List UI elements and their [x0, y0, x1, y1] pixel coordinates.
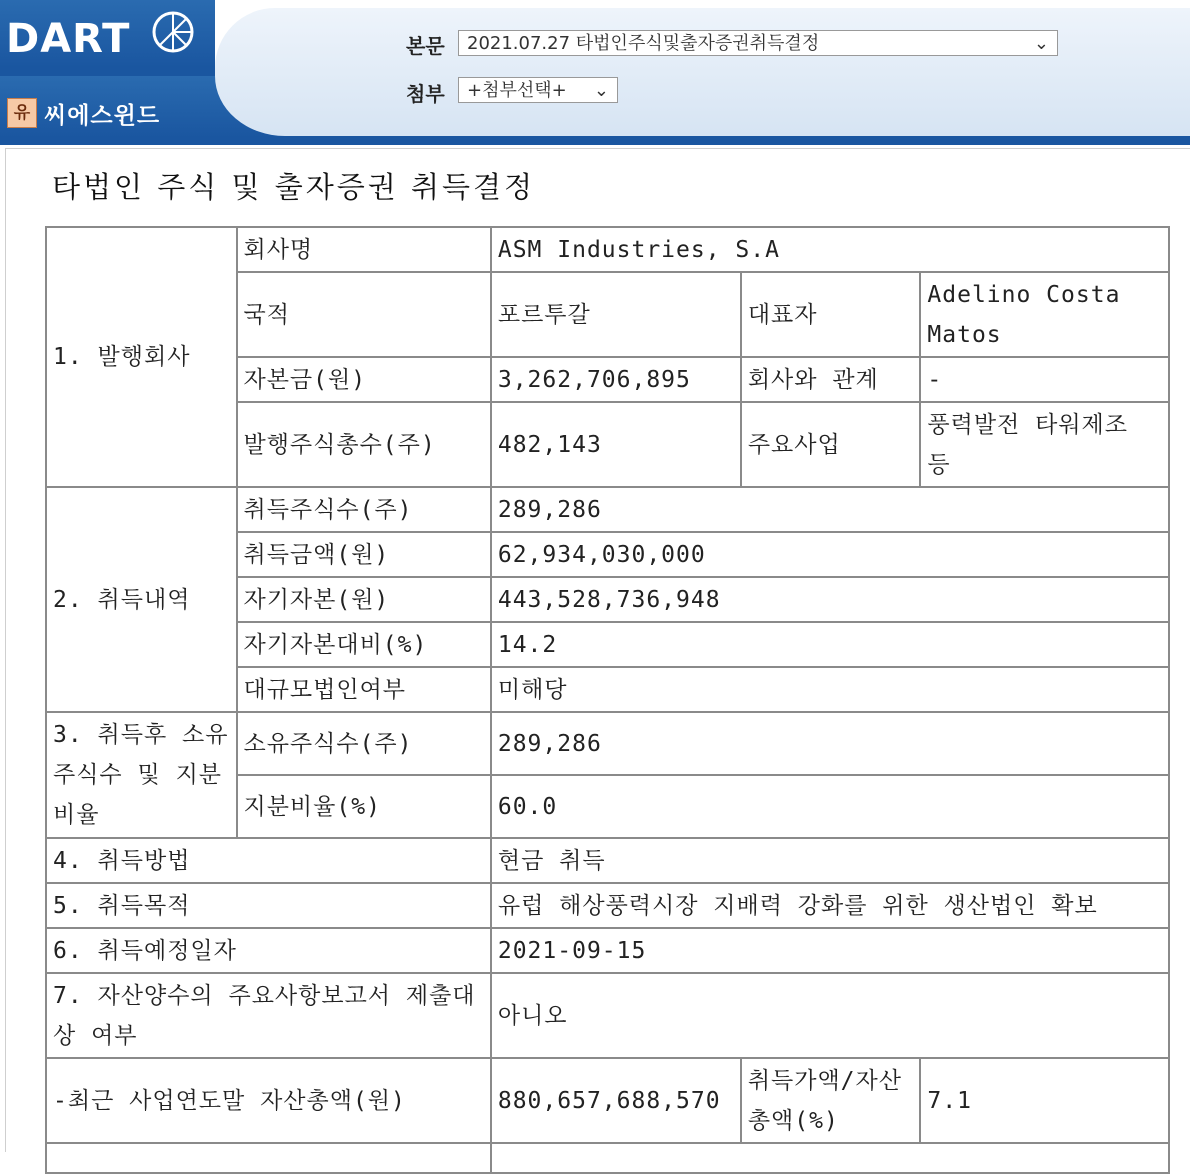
purpose-value: 유럽 해상풍력시장 지배력 강화를 위한 생산법인 확보 [491, 883, 1169, 928]
asset-ratio-label: 취득가액/자산총액(%) [741, 1058, 921, 1143]
company-name-value: ASM Industries, S.A [491, 227, 1169, 272]
company-name-label: 회사명 [237, 227, 491, 272]
acq-shares-label: 취득주식수(주) [237, 487, 491, 532]
document-title: 타법인 주식 및 출자증권 취득결정 [52, 170, 536, 204]
table-row [46, 883, 1169, 928]
total-assets-value: 880,657,688,570 [491, 1058, 741, 1143]
relation-value: - [920, 357, 1169, 402]
equity-ratio-label: 자기자본대비(%) [237, 622, 491, 667]
purpose-label: 5. 취득목적 [46, 883, 491, 928]
equity-label: 자기자본(원) [237, 577, 491, 622]
chevron-down-icon: ⌄ [1033, 33, 1049, 54]
body-label: 본문 [406, 34, 445, 58]
scheduled-date-value: 2021-09-15 [491, 928, 1169, 973]
asset-report-label: 7. 자산양수의 주요사항보고서 제출대상 여부 [46, 973, 491, 1058]
stake-ratio-value: 60.0 [491, 775, 1169, 838]
equity-value: 443,528,736,948 [491, 577, 1169, 622]
attachment-select-value: +첨부선택+ [467, 80, 567, 101]
method-label: 4. 취득방법 [46, 838, 491, 883]
scheduled-date-label: 6. 취득예정일자 [46, 928, 491, 973]
main-business-value: 풍력발전 타워제조 등 [920, 402, 1169, 487]
acq-amount-label: 취득금액(원) [237, 532, 491, 577]
body-report-select[interactable] [458, 30, 1058, 56]
nationality-label: 국적 [237, 272, 491, 357]
table-row [46, 487, 1169, 532]
empty-cell [46, 1143, 491, 1173]
large-corp-value: 미해당 [491, 667, 1169, 712]
holding-section-label: 3. 취득후 소유주식수 및 지분비율 [46, 712, 237, 838]
company-market-badge: 유 [7, 98, 37, 128]
dart-wheel-icon [152, 11, 194, 53]
relation-label: 회사와 관계 [741, 357, 921, 402]
chevron-down-icon: ⌄ [593, 80, 609, 101]
held-shares-label: 소유주식수(주) [237, 712, 491, 775]
nationality-value: 포르투갈 [491, 272, 741, 357]
table-row [46, 1143, 1169, 1173]
acquisition-report-table [45, 226, 1170, 1174]
stake-ratio-label: 지분비율(%) [237, 775, 491, 838]
attachment-select[interactable] [458, 77, 618, 103]
empty-cell [491, 1143, 1169, 1173]
acquisition-section-label: 2. 취득내역 [46, 487, 237, 712]
shares-issued-label: 발행주식총수(주) [237, 402, 491, 487]
company-name: 씨에스윈드 [44, 103, 161, 129]
large-corp-label: 대규모법인여부 [237, 667, 491, 712]
asset-ratio-value: 7.1 [920, 1058, 1169, 1143]
body-report-select-value: 2021.07.27 타법인주식및출자증권취득결정 [467, 33, 820, 54]
dart-logo[interactable]: DART [6, 16, 131, 62]
acq-shares-value: 289,286 [491, 487, 1169, 532]
table-row [46, 712, 1169, 775]
equity-ratio-value: 14.2 [491, 622, 1169, 667]
main-business-label: 주요사업 [741, 402, 921, 487]
table-row [46, 838, 1169, 883]
asset-report-value: 아니오 [491, 973, 1169, 1058]
table-row [46, 1058, 1169, 1143]
header-divider [0, 136, 1190, 145]
ceo-value: Adelino Costa Matos [920, 272, 1169, 357]
header-selector-panel [215, 8, 1190, 136]
method-value: 현금 취득 [491, 838, 1169, 883]
ceo-label: 대표자 [741, 272, 921, 357]
held-shares-value: 289,286 [491, 712, 1169, 775]
table-row [46, 973, 1169, 1058]
attach-label: 첨부 [406, 82, 445, 106]
capital-value: 3,262,706,895 [491, 357, 741, 402]
shares-issued-value: 482,143 [491, 402, 741, 487]
acq-amount-value: 62,934,030,000 [491, 532, 1169, 577]
issuer-section-label: 1. 발행회사 [46, 227, 237, 487]
dart-header [0, 0, 1190, 145]
total-assets-label: -최근 사업연도말 자산총액(원) [46, 1058, 491, 1143]
table-row [46, 227, 1169, 272]
table-row [46, 928, 1169, 973]
capital-label: 자본금(원) [237, 357, 491, 402]
